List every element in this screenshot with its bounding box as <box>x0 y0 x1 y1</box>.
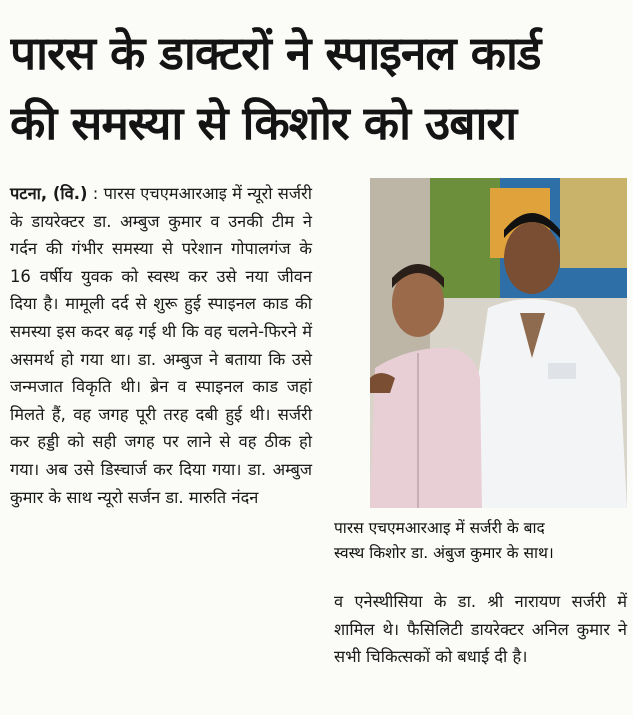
article-column-left <box>10 180 312 511</box>
caption-line-2: स्वस्थ किशोर डा. अंबुज कुमार के साथ। <box>334 544 554 562</box>
dateline: पटना, (वि.) <box>10 184 88 203</box>
photo-illustration <box>370 178 627 508</box>
headline-line-1: पारस के डाक्टरों ने स्पाइनल कार्ड <box>10 26 541 80</box>
article-photo <box>370 178 627 508</box>
headline <box>10 18 625 158</box>
caption-line-1: पारस एचएमआरआइ में सर्जरी के बाद <box>334 519 545 537</box>
article-body-left: : पारस एचएमआरआइ में न्यूरो सर्जरी के डायरेक्टर डा. अम्बुज कुमार व उनकी टीम ने गर्दन की गंभीर समस्या से परेशान गोपालगंज के 16 वर्षीय युवक को स्वस्थ कर उसे नया जीवन दिया है। मामूली दर्द से शुरू हुई स्पाइनल काड की समस्या इस कदर बढ़ गई थी कि वह चलने-फिरने में असमर्थ हो गया था। डा. अम्बुज ने बताया कि उसे जन्मजात विकृति थी। ब्रेन व स्पाइनल काड जहां मिलते हैं, वह जगह पूरी तरह दबी हुई थी। सर्जरी कर हड्डी को सही जगह पर लाने से वह ठीक हो गया। अब उसे डिस्चार्ज कर दिया गया। डा. अम्बुज कुमार के साथ न्यूरो सर्जन डा. मारुति नंदन <box>10 184 312 507</box>
article-body-right: व एनेस्थीसिया के डा. श्री नारायण सर्जरी में शामिल थे। फैसिलिटी डायरेक्टर अनिल कुमार ने सभी चिकित्सकों को बधाई दी है। <box>334 592 627 667</box>
article-column-right <box>334 588 627 671</box>
headline-line-2: की समस्या से किशोर को उबारा <box>10 96 517 150</box>
photo-caption <box>334 516 629 566</box>
